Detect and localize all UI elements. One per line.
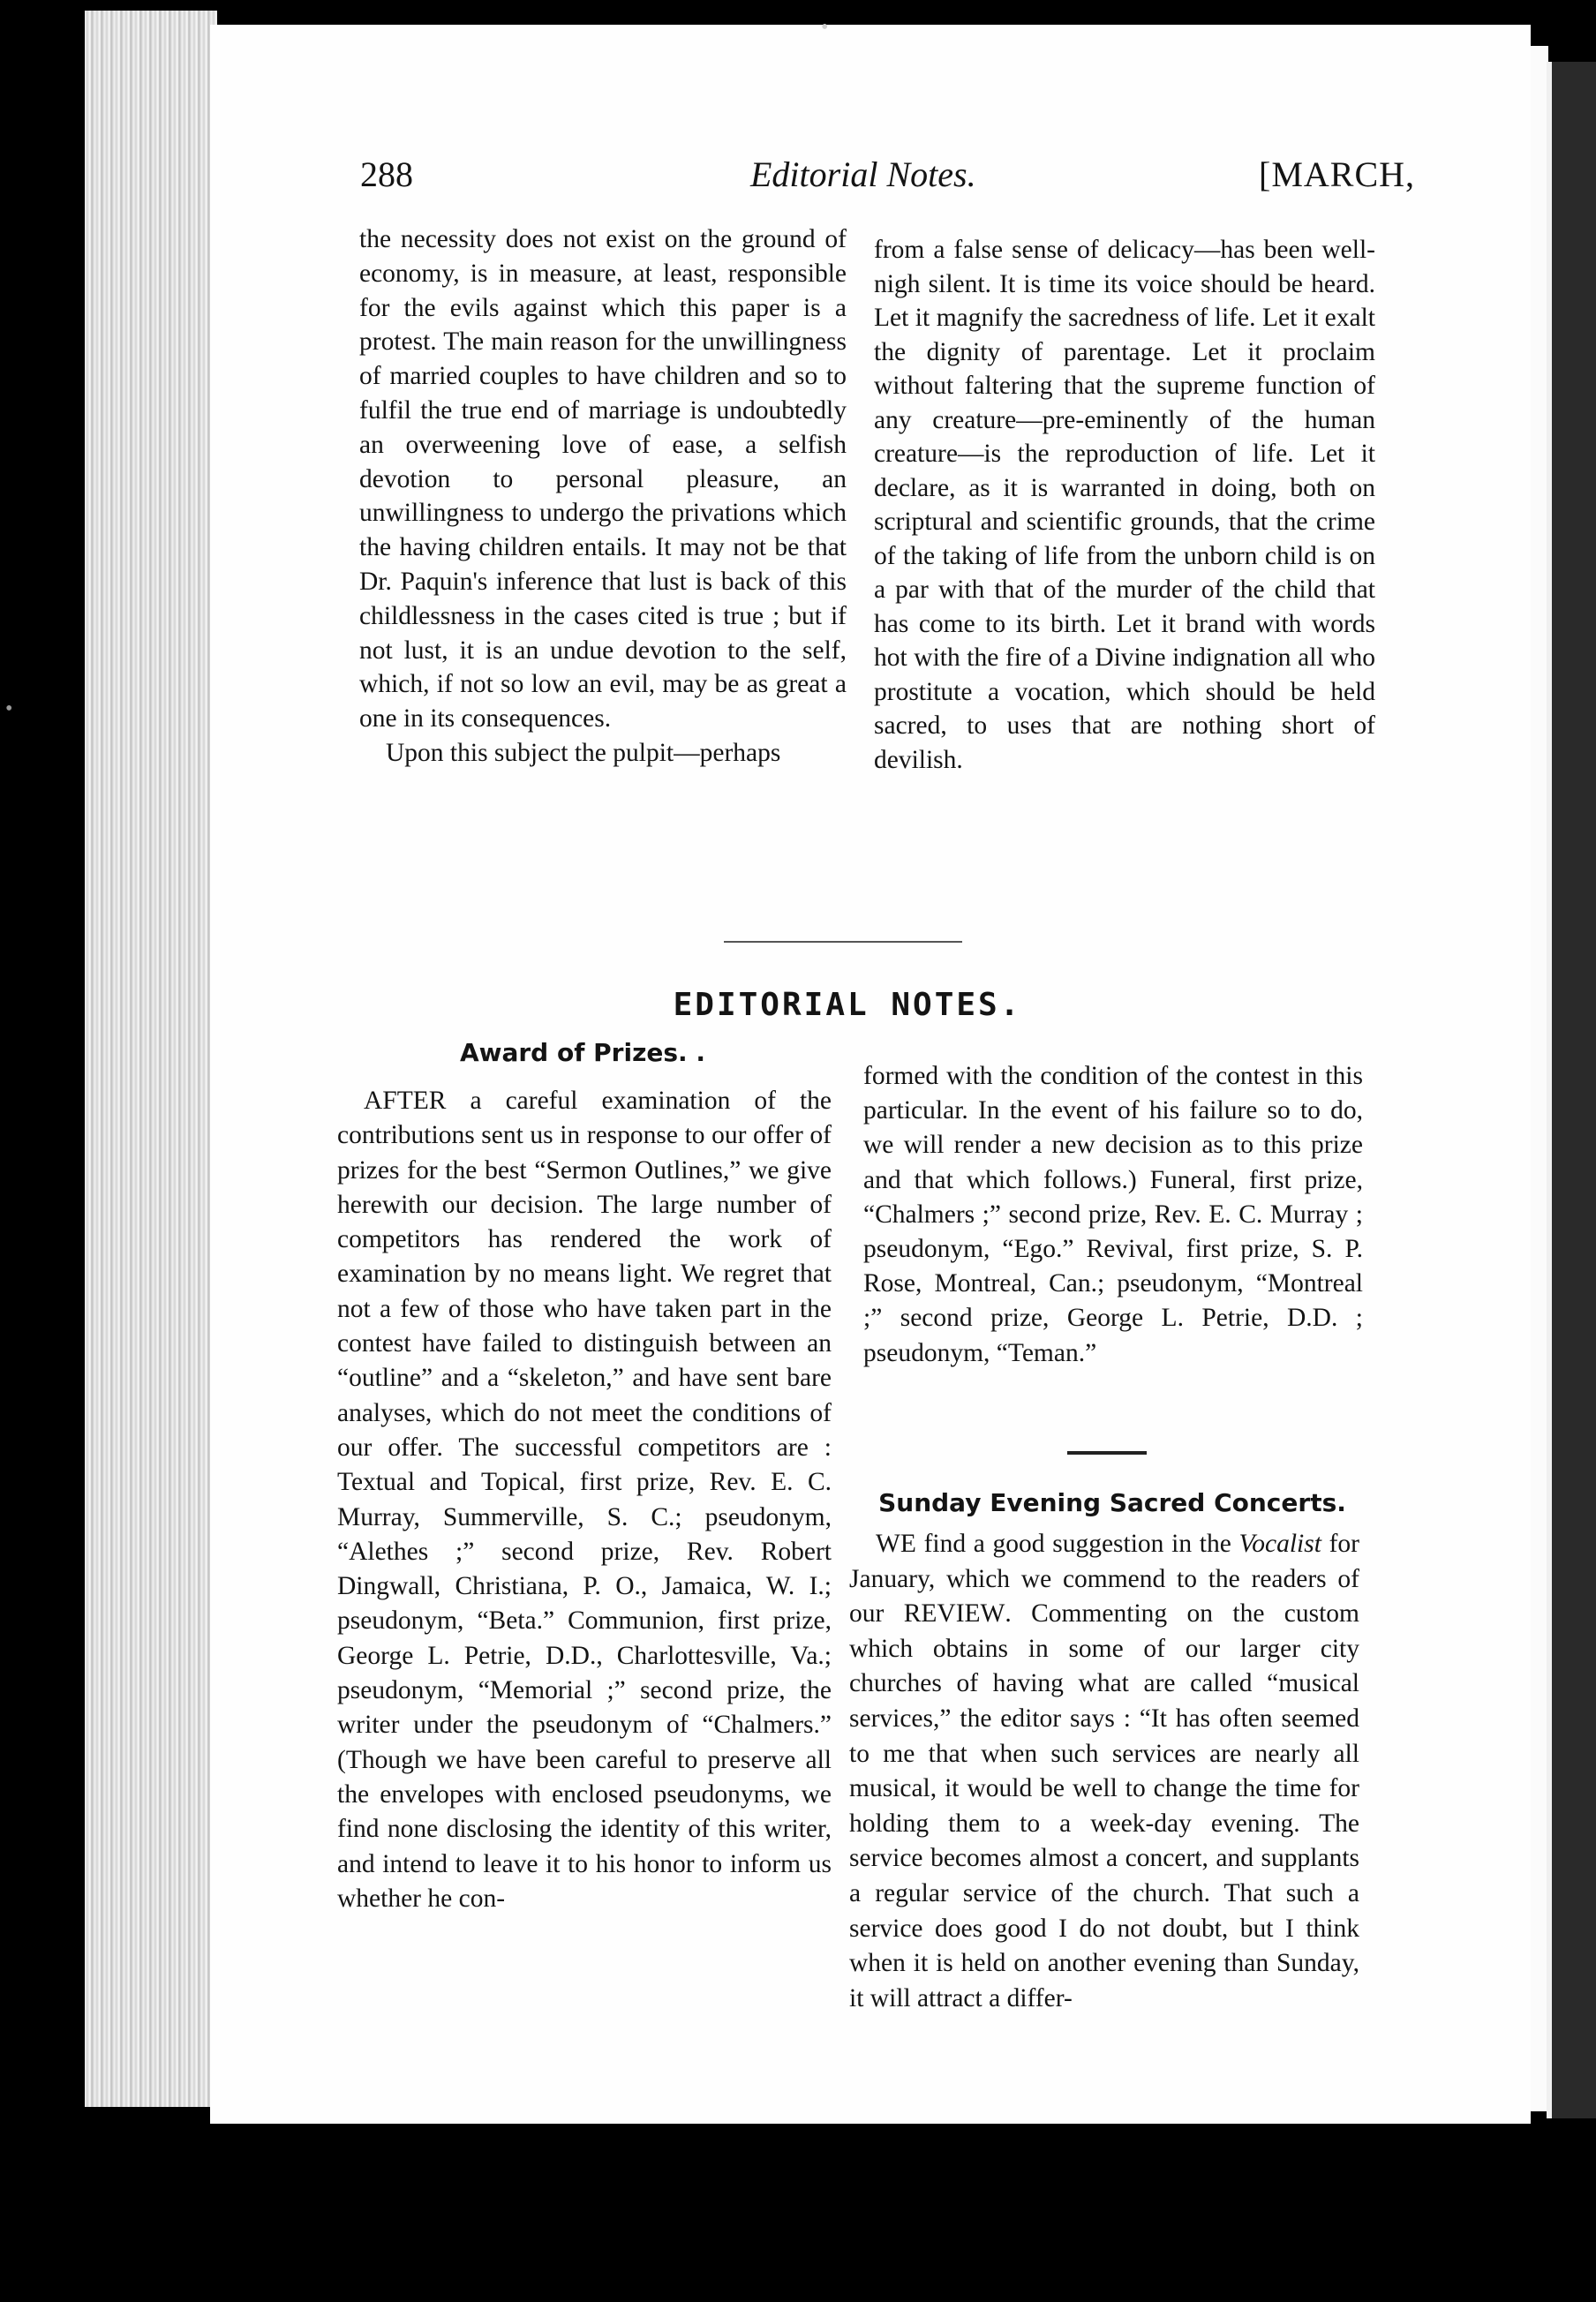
running-month: [MARCH,: [1259, 154, 1416, 194]
award-heading: Award of Prizes. .: [459, 1038, 706, 1067]
award-continued: [863, 1059, 1363, 1371]
paragraph: the necessity does not exist on the ground of economy, is in measure, at least, responsible for the evils against which this paper is a protest. The main reason for the unwillingness of married couples to have children and so to fulfil the true end of marriage is undoubtedly an overweening love of ease, a selfish devotion to personal pleasure, an unwillingness to undergo the privations which the having children entails. It may not be that Dr. Paquin's inference that lust is back of this childlessness in the cases cited is true ; but if not lust, it is an undue devotion to the self, which, if not so low an evil, may be as great a one in its consequences.: [359, 225, 847, 733]
paragraph: Upon this subject the pulpit—perhaps: [386, 738, 781, 767]
award-body: [337, 1084, 832, 1916]
publication-name: REVIEW: [903, 1599, 1005, 1629]
page-edges: [85, 11, 217, 2107]
lead-word: WE: [876, 1530, 916, 1558]
sunday-concerts-body: [849, 1527, 1359, 2016]
section-heading: EDITORIAL NOTES.: [673, 987, 1022, 1023]
sunday-concerts-heading: Sunday Evening Sacred Concerts.: [878, 1488, 1346, 1517]
text-run: find a good suggestion in the: [915, 1530, 1239, 1558]
paragraph: formed with the condition of the contest in this particular. In the event of his failure so to do, we will render a new decision as to this prize and that which follows.) Funeral, first prize, “Chalmers ;” second prize, Rev. E. C. Murray ; pseudonym, “Ego.” Revival, first prize, S. P. Rose, Montreal, Can.; pseudonym, “Montreal ;” second prize, George L. Petrie, D.D. ; pseudonym, “Teman.”: [863, 1062, 1363, 1367]
facing-page-edge: [1547, 62, 1596, 2118]
paragraph-text: a careful examination of the contributions sent us in response to our offer of prizes for the best “Sermon Outlines,” we give herewith our decision. The large number of competitors has rendered the work of examination by no means light. We regret that not a few of those who have taken part in the contest have failed to distinguish between an “outline” and a “skeleton,” and have sent bare analyses, which do not meet the conditions of our offer. The successful competitors are : Textual and Topical, first prize, Rev. E. C. Murray, Summerville, S. C.; pseudonym, “Alethes ;” second prize, Rev. Robert Dingwall, Christiana, P. O., Jamaica, W. I.; pseudonym, “Beta.” Communion, first prize, George L. Petrie, D.D., Charlottesville, Va.; pseudonym, “Memorial ;” second prize, the writer under the pseudonym of “Chalmers.” (Though we have been careful to preserve all the envelopes with enclosed pseudonyms, we find none disclosing the identity of this writer, and intend to leave it to his honor to inform us whether he con-: [337, 1087, 832, 1913]
page-number: 288: [360, 154, 413, 194]
lead-word: AFTER: [364, 1087, 447, 1115]
paragraph: [849, 1527, 1359, 2016]
text-run: . Commenting on the custom which obtains in some of our larger city churches of having what are called “musical services,” the editor says : “It has often seemed to me that when such services are nearly all musical, it would be well to change the time for holding them to a week-day evening. The service becomes almost a concert, and supplants a regular service of the church. That such a service does good I do not doubt, but I think when it is held on another evening than Sunday, it will attract a differ-: [849, 1599, 1359, 2012]
publication-title: Vocalist: [1238, 1530, 1321, 1558]
right-page-edge: [1531, 46, 1548, 2111]
paragraph: [337, 1084, 832, 1916]
text-run: for January, which we commend to the readers of our: [849, 1530, 1359, 1629]
section-rule: [1067, 1451, 1147, 1455]
article-continuation-left: [359, 222, 847, 771]
running-title: Editorial Notes.: [750, 154, 976, 194]
scan-speck: •: [821, 16, 829, 39]
article-continuation-right: [874, 233, 1375, 777]
scan-speck: •: [5, 697, 13, 720]
paragraph: from a false sense of delicacy—has been well-nigh silent. It is time its voice should be heard. Let it magnify the sacredness of life. Let it exalt the dignity of parentage. Let it proclaim without faltering that the supreme function of any creature—pre-eminently of the human creature—is the reproduction of life. Let it declare, as it is warranted in doing, both on scriptural and scientific grounds, that the crime of the taking of life from the unborn child is on a par with that of the murder of the child that has come to its birth. Let it brand with words hot with the fire of a Divine indignation all who prostitute a vocation, which should be held sacred, to uses that are nothing short of devilish.: [874, 236, 1375, 774]
section-divider: [724, 941, 962, 943]
